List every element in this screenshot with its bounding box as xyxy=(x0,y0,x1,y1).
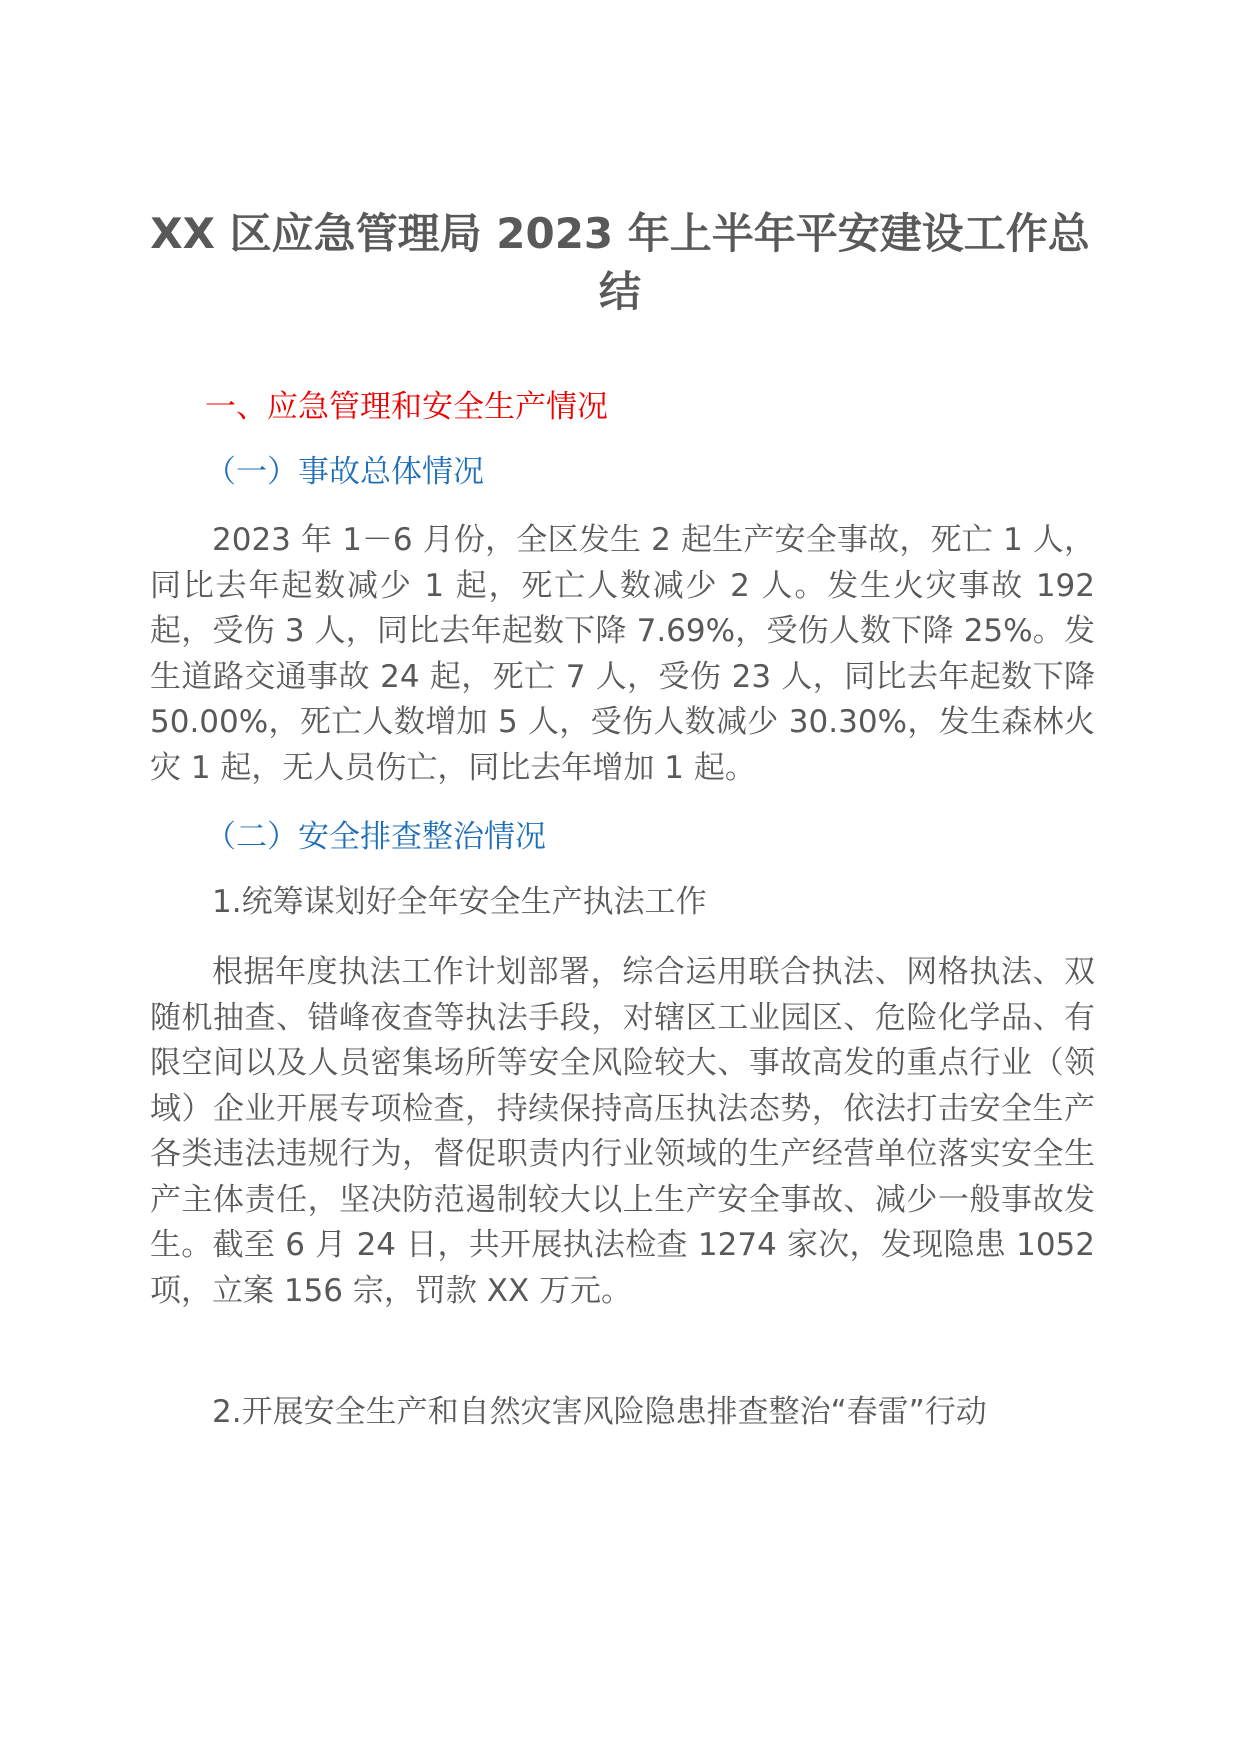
section-heading-1: 一、应急管理和安全生产情况 xyxy=(205,389,608,425)
item-heading-enforcement-plan: 1.统筹谋划好全年安全生产执法工作 xyxy=(212,884,707,920)
item-heading-spring-thunder: 2.开展安全生产和自然灾害风险隐患排查整治“春雷”行动 xyxy=(212,1394,987,1430)
paragraph-enforcement: 根据年度执法工作计划部署，综合运用联合执法、网格执法、双随机抽查、错峰夜查等执法手段，对辖区工业园区、危险化学品、有限空间以及人员密集场所等安全风险较大、事故高发的重点行业（领域）企业开展专项检查，持续保持高压执法态势，依法打击安全生产各类违法违规行为，督促职责内行业领域的生产经营单位落实安全生产主体责任，坚决防范遏制较大以上生产安全事故、减少一般事故发生。截至 6 月 24 日，共开展执法检查 1274 家次，发现隐患 1052 项，立案 156 宗，罚款 XX 万元。 xyxy=(150,954,1095,1309)
paragraph-accident-overview: 2023 年 1－6 月份，全区发生 2 起生产安全事故，死亡 1 人，同比去年起数减少 1 起，死亡人数减少 2 人。发生火灾事故 192 起，受伤 3 人，同比去年起数下降 7.69%，受伤人数下降 25%。发生道路交通事故 24 起，死亡 7 人，受伤 23 人，同比去年起数下降 50.00%，死亡人数增加 5 人，受伤人数减少 30.30%，发生森林火灾 1 起，无人员伤亡，同比去年增加 1 起。 xyxy=(150,522,1095,786)
subsection-heading-accidents: （一）事故总体情况 xyxy=(205,454,484,490)
subsection-heading-inspection: （二）安全排查整治情况 xyxy=(205,819,546,855)
document-title: XX 区应急管理局 2023 年上半年平安建设工作总结 xyxy=(150,209,1090,316)
